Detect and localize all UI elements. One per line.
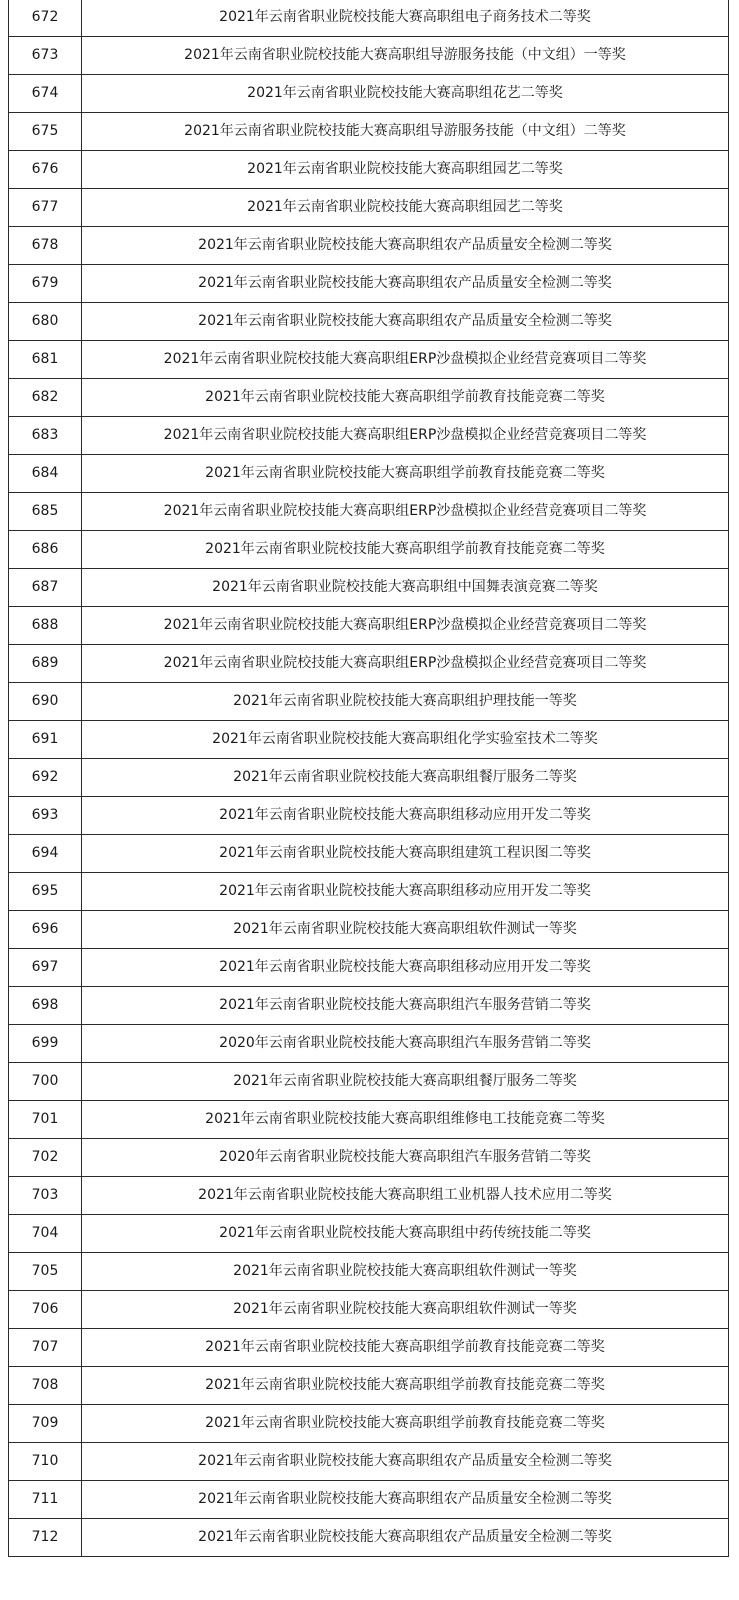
table-row — [9, 873, 729, 911]
award-description-cell: 2021年云南省职业院校技能大赛高职组导游服务技能（中文组）二等奖 — [82, 113, 729, 151]
table-row — [9, 911, 729, 949]
award-description-cell: 2021年云南省职业院校技能大赛高职组化学实验室技术二等奖 — [82, 721, 729, 759]
row-number-cell: 678 — [9, 227, 82, 265]
table-row — [9, 987, 729, 1025]
award-description-cell: 2021年云南省职业院校技能大赛高职组农产品质量安全检测二等奖 — [82, 227, 729, 265]
award-description-cell: 2021年云南省职业院校技能大赛高职组软件测试一等奖 — [82, 1253, 729, 1291]
table-row — [9, 1253, 729, 1291]
row-number-cell: 674 — [9, 75, 82, 113]
award-description-cell: 2020年云南省职业院校技能大赛高职组汽车服务营销二等奖 — [82, 1139, 729, 1177]
awards-table — [8, 0, 729, 1557]
table-row — [9, 227, 729, 265]
row-number-cell: 677 — [9, 189, 82, 227]
award-description-cell: 2021年云南省职业院校技能大赛高职组餐厅服务二等奖 — [82, 1063, 729, 1101]
award-description-cell: 2021年云南省职业院校技能大赛高职组建筑工程识图二等奖 — [82, 835, 729, 873]
table-row — [9, 1443, 729, 1481]
table-row — [9, 607, 729, 645]
table-row — [9, 151, 729, 189]
row-number-cell: 704 — [9, 1215, 82, 1253]
table-row — [9, 303, 729, 341]
award-description-cell: 2021年云南省职业院校技能大赛高职组ERP沙盘模拟企业经营竞赛项目二等奖 — [82, 645, 729, 683]
row-number-cell: 699 — [9, 1025, 82, 1063]
row-number-cell: 683 — [9, 417, 82, 455]
award-description-cell: 2021年云南省职业院校技能大赛高职组农产品质量安全检测二等奖 — [82, 303, 729, 341]
award-description-cell: 2021年云南省职业院校技能大赛高职组电子商务技术二等奖 — [82, 0, 729, 37]
row-number-cell: 681 — [9, 341, 82, 379]
row-number-cell: 685 — [9, 493, 82, 531]
row-number-cell: 705 — [9, 1253, 82, 1291]
award-description-cell: 2021年云南省职业院校技能大赛高职组移动应用开发二等奖 — [82, 949, 729, 987]
table-row — [9, 683, 729, 721]
row-number-cell: 693 — [9, 797, 82, 835]
table-row — [9, 1481, 729, 1519]
award-description-cell: 2021年云南省职业院校技能大赛高职组移动应用开发二等奖 — [82, 797, 729, 835]
award-description-cell: 2021年云南省职业院校技能大赛高职组学前教育技能竞赛二等奖 — [82, 455, 729, 493]
row-number-cell: 707 — [9, 1329, 82, 1367]
row-number-cell: 673 — [9, 37, 82, 75]
award-description-cell: 2021年云南省职业院校技能大赛高职组花艺二等奖 — [82, 75, 729, 113]
award-description-cell: 2021年云南省职业院校技能大赛高职组餐厅服务二等奖 — [82, 759, 729, 797]
row-number-cell: 684 — [9, 455, 82, 493]
table-row — [9, 759, 729, 797]
award-description-cell: 2021年云南省职业院校技能大赛高职组学前教育技能竞赛二等奖 — [82, 1405, 729, 1443]
award-description-cell: 2021年云南省职业院校技能大赛高职组中国舞表演竞赛二等奖 — [82, 569, 729, 607]
award-description-cell: 2021年云南省职业院校技能大赛高职组软件测试一等奖 — [82, 1291, 729, 1329]
table-row — [9, 0, 729, 37]
table-row — [9, 1063, 729, 1101]
table-row — [9, 341, 729, 379]
award-description-cell: 2021年云南省职业院校技能大赛高职组农产品质量安全检测二等奖 — [82, 1519, 729, 1557]
row-number-cell: 701 — [9, 1101, 82, 1139]
award-description-cell: 2021年云南省职业院校技能大赛高职组学前教育技能竞赛二等奖 — [82, 1329, 729, 1367]
award-description-cell: 2021年云南省职业院校技能大赛高职组农产品质量安全检测二等奖 — [82, 1481, 729, 1519]
row-number-cell: 691 — [9, 721, 82, 759]
table-row — [9, 531, 729, 569]
row-number-cell: 708 — [9, 1367, 82, 1405]
table-row — [9, 1215, 729, 1253]
row-number-cell: 679 — [9, 265, 82, 303]
row-number-cell: 695 — [9, 873, 82, 911]
row-number-cell: 711 — [9, 1481, 82, 1519]
row-number-cell: 675 — [9, 113, 82, 151]
award-description-cell: 2021年云南省职业院校技能大赛高职组学前教育技能竞赛二等奖 — [82, 379, 729, 417]
table-row — [9, 1025, 729, 1063]
table-row — [9, 1177, 729, 1215]
award-description-cell: 2021年云南省职业院校技能大赛高职组ERP沙盘模拟企业经营竞赛项目二等奖 — [82, 607, 729, 645]
award-description-cell: 2021年云南省职业院校技能大赛高职组中药传统技能二等奖 — [82, 1215, 729, 1253]
award-description-cell: 2021年云南省职业院校技能大赛高职组工业机器人技术应用二等奖 — [82, 1177, 729, 1215]
table-row — [9, 721, 729, 759]
table-row — [9, 797, 729, 835]
award-description-cell: 2021年云南省职业院校技能大赛高职组农产品质量安全检测二等奖 — [82, 265, 729, 303]
row-number-cell: 688 — [9, 607, 82, 645]
row-number-cell: 690 — [9, 683, 82, 721]
row-number-cell: 680 — [9, 303, 82, 341]
table-row — [9, 113, 729, 151]
award-description-cell: 2021年云南省职业院校技能大赛高职组园艺二等奖 — [82, 151, 729, 189]
table-row — [9, 1139, 729, 1177]
table-row — [9, 1291, 729, 1329]
table-row — [9, 1405, 729, 1443]
row-number-cell: 696 — [9, 911, 82, 949]
award-description-cell: 2021年云南省职业院校技能大赛高职组农产品质量安全检测二等奖 — [82, 1443, 729, 1481]
row-number-cell: 700 — [9, 1063, 82, 1101]
award-description-cell: 2021年云南省职业院校技能大赛高职组维修电工技能竞赛二等奖 — [82, 1101, 729, 1139]
award-description-cell: 2021年云南省职业院校技能大赛高职组学前教育技能竞赛二等奖 — [82, 531, 729, 569]
table-row — [9, 455, 729, 493]
row-number-cell: 697 — [9, 949, 82, 987]
table-row — [9, 1519, 729, 1557]
award-description-cell: 2021年云南省职业院校技能大赛高职组园艺二等奖 — [82, 189, 729, 227]
table-row — [9, 75, 729, 113]
award-description-cell: 2021年云南省职业院校技能大赛高职组学前教育技能竞赛二等奖 — [82, 1367, 729, 1405]
row-number-cell: 687 — [9, 569, 82, 607]
row-number-cell: 686 — [9, 531, 82, 569]
row-number-cell: 692 — [9, 759, 82, 797]
row-number-cell: 710 — [9, 1443, 82, 1481]
table-row — [9, 569, 729, 607]
row-number-cell: 694 — [9, 835, 82, 873]
table-row — [9, 379, 729, 417]
table-row — [9, 265, 729, 303]
award-description-cell: 2021年云南省职业院校技能大赛高职组护理技能一等奖 — [82, 683, 729, 721]
award-description-cell: 2021年云南省职业院校技能大赛高职组ERP沙盘模拟企业经营竞赛项目二等奖 — [82, 341, 729, 379]
table-row — [9, 493, 729, 531]
table-row — [9, 1367, 729, 1405]
table-row — [9, 1329, 729, 1367]
row-number-cell: 682 — [9, 379, 82, 417]
award-description-cell: 2021年云南省职业院校技能大赛高职组汽车服务营销二等奖 — [82, 987, 729, 1025]
table-row — [9, 1101, 729, 1139]
table-row — [9, 37, 729, 75]
row-number-cell: 703 — [9, 1177, 82, 1215]
table-row — [9, 835, 729, 873]
table-row — [9, 949, 729, 987]
row-number-cell: 676 — [9, 151, 82, 189]
awards-table-body — [9, 0, 729, 1557]
award-description-cell: 2021年云南省职业院校技能大赛高职组导游服务技能（中文组）一等奖 — [82, 37, 729, 75]
row-number-cell: 712 — [9, 1519, 82, 1557]
table-row — [9, 417, 729, 455]
table-row — [9, 645, 729, 683]
row-number-cell: 698 — [9, 987, 82, 1025]
award-description-cell: 2020年云南省职业院校技能大赛高职组汽车服务营销二等奖 — [82, 1025, 729, 1063]
row-number-cell: 689 — [9, 645, 82, 683]
row-number-cell: 672 — [9, 0, 82, 37]
row-number-cell: 706 — [9, 1291, 82, 1329]
award-description-cell: 2021年云南省职业院校技能大赛高职组ERP沙盘模拟企业经营竞赛项目二等奖 — [82, 493, 729, 531]
row-number-cell: 702 — [9, 1139, 82, 1177]
award-description-cell: 2021年云南省职业院校技能大赛高职组移动应用开发二等奖 — [82, 873, 729, 911]
row-number-cell: 709 — [9, 1405, 82, 1443]
award-description-cell: 2021年云南省职业院校技能大赛高职组软件测试一等奖 — [82, 911, 729, 949]
award-description-cell: 2021年云南省职业院校技能大赛高职组ERP沙盘模拟企业经营竞赛项目二等奖 — [82, 417, 729, 455]
table-row — [9, 189, 729, 227]
